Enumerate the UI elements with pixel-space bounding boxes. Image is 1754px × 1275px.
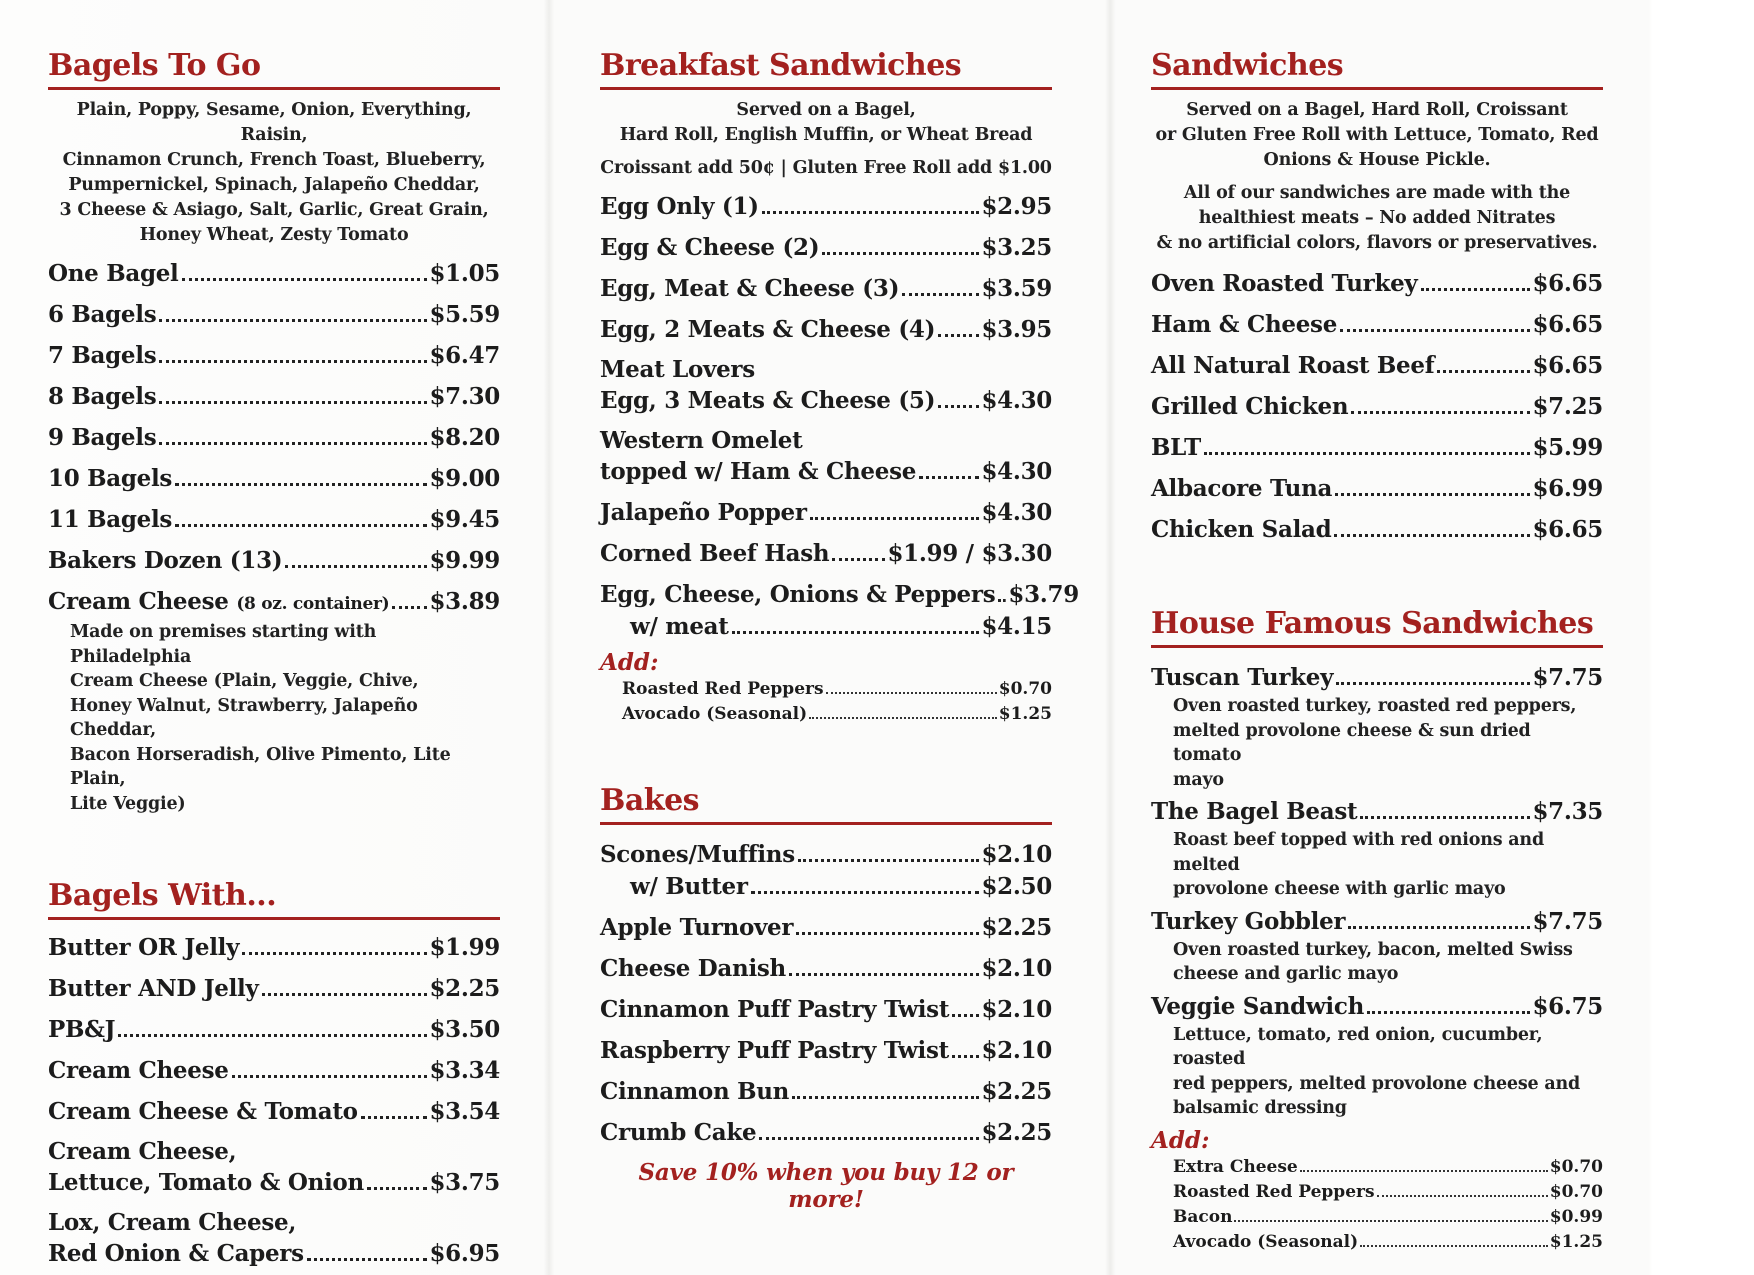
menu-item: Cream Cheese & Tomato $3.54 (48, 1098, 500, 1125)
menu-item: Crumb Cake $2.25 (600, 1119, 1052, 1146)
sandwiches-title: Sandwiches (1151, 48, 1603, 90)
item-description: Roast beef topped with red onions and melted provolone cheese with garlic mayo (1173, 830, 1544, 899)
menu-item: Apple Turnover $2.25 (600, 914, 1052, 941)
breakfast-sandwiches-title: Breakfast Sandwiches (600, 48, 1052, 90)
menu-item: Albacore Tuna $6.99 (1151, 475, 1603, 502)
menu-item: Bakers Dozen (13) $9.99 (48, 547, 500, 574)
bagel-flavors: Plain, Poppy, Sesame, Onion, Everything, Raisin, Cinnamon Crunch, French Toast, Blueberry, Pumpernickel, Spinach, Jalapeño Cheddar, 3 Cheese & Asiago, Salt, Garlic, Great Grain, Honey Wheat, Zesty Tomato (59, 100, 489, 245)
column-middle (600, 48, 1079, 1213)
menu-item: Egg Only (1) $2.95 (600, 193, 1052, 220)
add-item: Roasted Red Peppers $0.70 (1173, 1181, 1603, 1202)
menu-item: Grilled Chicken $7.25 (1151, 393, 1603, 420)
menu-item: 8 Bagels $7.30 (48, 383, 500, 410)
add-item: Roasted Red Peppers $0.70 (622, 679, 1052, 699)
item-description: Oven roasted turkey, bacon, melted Swiss cheese and garlic mayo (1173, 939, 1573, 984)
menu-item: Butter AND Jelly $2.25 (48, 975, 500, 1002)
menu-item: Egg, Cheese, Onions & Peppers $3.79 (600, 581, 1079, 608)
menu-item: Tuscan Turkey $7.75 (1151, 664, 1603, 691)
save-promo: Save 10% when you buy 12 or more! (638, 1159, 1014, 1213)
column-left (48, 48, 500, 1270)
menu-item-line: Western Omelet (600, 427, 803, 454)
menu-item: Red Onion & Capers $6.95 (48, 1240, 500, 1267)
menu-item: One Bagel $1.05 (48, 260, 500, 287)
menu-item: Cream Cheese $3.34 (48, 1057, 500, 1084)
bakes-title: Bakes (600, 783, 1052, 825)
add-item: Avocado (Seasonal) $1.25 (622, 704, 1052, 724)
menu-item: Egg, Meat & Cheese (3) $3.59 (600, 275, 1052, 302)
menu-item: 11 Bagels $9.45 (48, 506, 500, 533)
menu-item: 10 Bagels $9.00 (48, 465, 500, 492)
sandwiches-meat-note: All of our sandwiches are made with the healthiest meats – No added Nitrates & no artificial colors, flavors or preservatives. (1156, 183, 1598, 253)
menu-item: Egg & Cheese (2) $3.25 (600, 234, 1052, 261)
menu-item-line: Lox, Cream Cheese, (48, 1209, 297, 1236)
menu-item: Egg, 3 Meats & Cheese (5) $4.30 (600, 387, 1052, 414)
menu-item: BLT $5.99 (1151, 434, 1603, 461)
menu-item: Butter OR Jelly $1.99 (48, 934, 500, 961)
item-description: Lettuce, tomato, red onion, cucumber, roasted red peppers, melted provolone cheese and balsamic dressing (1173, 1024, 1581, 1118)
menu-item: Egg, 2 Meats & Cheese (4) $3.95 (600, 316, 1052, 343)
add-label: Add: (1151, 1126, 1210, 1154)
menu-item: The Bagel Beast $7.35 (1151, 798, 1603, 825)
house-famous-title: House Famous Sandwiches (1151, 606, 1603, 648)
cream-cheese-description: Made on premises starting with Philadelphia Cream Cheese (Plain, Veggie, Chive, Honey Walnut, Strawberry, Jalapeño Cheddar, Bacon Horseradish, Olive Pimento, Lite Plain, Lite Veggie) (70, 622, 451, 814)
menu-item: topped w/ Ham & Cheese $4.30 (600, 458, 1052, 485)
menu-item: Raspberry Puff Pastry Twist $2.10 (600, 1037, 1052, 1064)
menu-item: Scones/Muffins $2.10 (600, 841, 1052, 868)
menu-item: Lettuce, Tomato & Onion $3.75 (48, 1169, 500, 1196)
bagels-to-go-title: Bagels To Go (48, 48, 500, 90)
menu-item: Cinnamon Puff Pastry Twist $2.10 (600, 996, 1052, 1023)
bagels-with-title: Bagels With... (48, 878, 500, 920)
column-right (1151, 48, 1603, 1255)
sandwiches-description: Served on a Bagel, Hard Roll, Croissant or Gluten Free Roll with Lettuce, Tomato, Red Onions & House Pickle. (1155, 100, 1599, 170)
breakfast-description: Served on a Bagel, Hard Roll, English Muffin, or Wheat Bread Croissant add 50¢ | Gluten Free Roll add $1.00 (600, 100, 1052, 178)
menu-item: Turkey Gobbler $7.75 (1151, 907, 1603, 935)
menu-item: Cinnamon Bun $2.25 (600, 1078, 1052, 1105)
add-item: Avocado (Seasonal) $1.25 (1173, 1231, 1603, 1252)
menu-item: 9 Bagels $8.20 (48, 424, 500, 451)
menu-item: w/ Butter $2.50 (630, 873, 1052, 900)
menu-item: Jalapeño Popper $4.30 (600, 499, 1052, 526)
add-label: Add: (600, 649, 659, 676)
menu-item: 7 Bagels $6.47 (48, 342, 500, 369)
menu-item: All Natural Roast Beef $6.65 (1151, 352, 1603, 379)
menu-item: Corned Beef Hash $1.99 / $3.30 (600, 540, 1052, 567)
menu-item: w/ meat $4.15 (630, 613, 1052, 640)
menu-item: Ham & Cheese $6.65 (1151, 311, 1603, 338)
item-description: Oven roasted turkey, roasted red peppers, melted provolone cheese & sun dried tomato mayo (1173, 696, 1577, 790)
menu-item: Oven Roasted Turkey $6.65 (1151, 270, 1603, 297)
cream-cheese-container: Cream Cheese (8 oz. container) $3.89 (48, 588, 500, 615)
menu-item-line: Meat Lovers (600, 356, 755, 383)
menu-item: 6 Bagels $5.59 (48, 301, 500, 328)
menu-item-line: Cream Cheese, (48, 1138, 237, 1165)
menu-item: PB&J $3.50 (48, 1016, 500, 1043)
menu-item: Veggie Sandwich $6.75 (1151, 992, 1603, 1020)
add-item: Extra Cheese $0.70 (1173, 1156, 1603, 1177)
menu-item: Cheese Danish $2.10 (600, 955, 1052, 982)
add-item: Bacon $0.99 (1173, 1206, 1603, 1227)
menu-item: Chicken Salad $6.65 (1151, 516, 1603, 543)
